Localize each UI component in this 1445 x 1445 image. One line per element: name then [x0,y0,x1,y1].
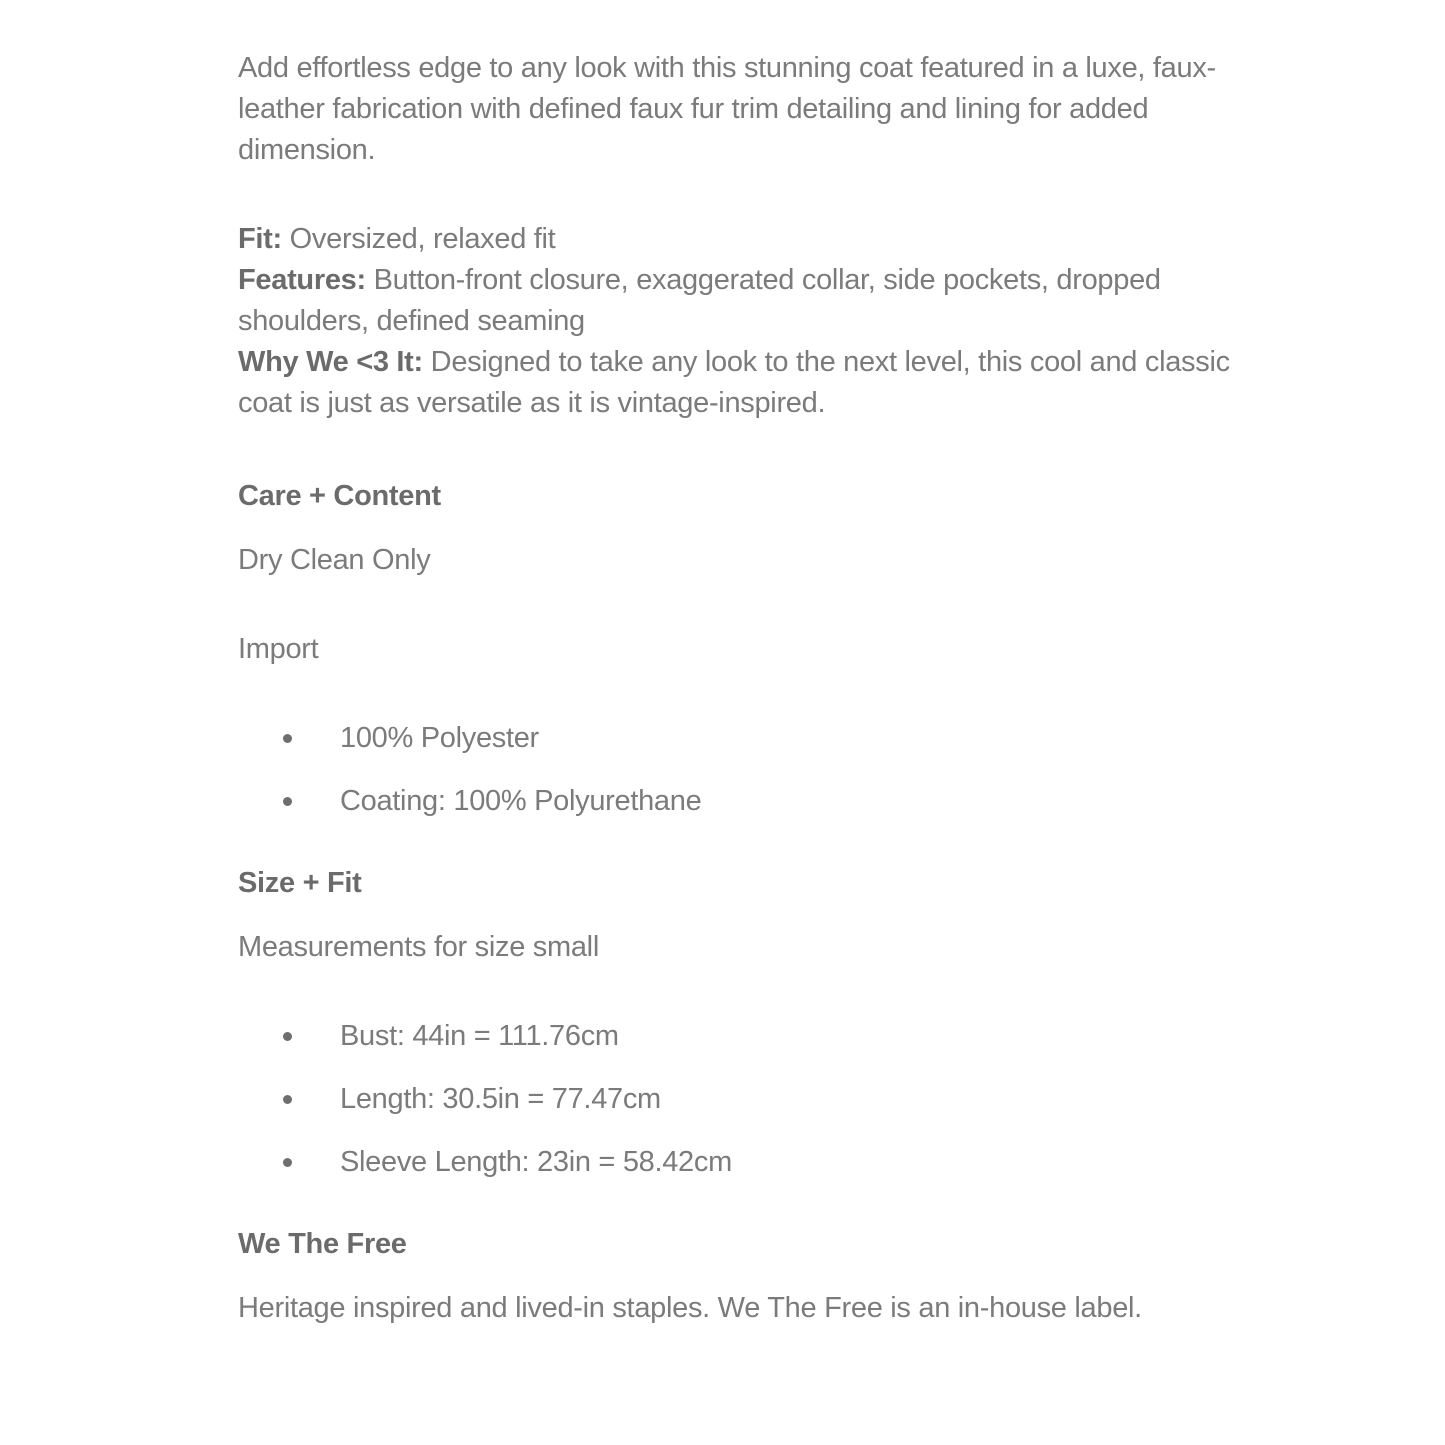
list-item-measurement [238,1142,1260,1183]
measurements-list [238,1016,1260,1183]
detail-features-text: Button-front closure, exaggerated collar, side pockets, dropped shoulders, defined seaming [238,264,1161,337]
measurement-text: Length: 30.5in = 77.47cm [340,1083,661,1115]
detail-fit-text: Oversized, relaxed fit [289,223,556,255]
bullet-icon [283,1158,292,1167]
detail-why-we-love-it-label: Why We <3 It: [238,346,423,378]
detail-fit-label: Fit: [238,223,282,255]
detail-why-we-love-it [238,342,1260,424]
brand-description: Heritage inspired and lived-in staples. We The Free is an in-house label. [238,1292,1142,1324]
bullet-icon [283,797,292,806]
detail-why-we-love-it-text: Designed to take any look to the next level, this cool and classic coat is just as versatile as it is vintage-inspired. [238,346,1230,419]
detail-features [238,260,1260,342]
bullet-icon [283,734,292,743]
care-content-heading: Care + Content [238,480,441,512]
measurement-text: Sleeve Length: 23in = 58.42cm [340,1146,732,1178]
material-text: 100% Polyester [340,722,539,754]
origin-text: Import [238,633,319,665]
brand-heading: We The Free [238,1228,407,1260]
list-item-measurement [238,1079,1260,1120]
product-details [238,219,1260,424]
bullet-icon [283,1095,292,1104]
detail-features-label: Features: [238,264,366,296]
list-item-material [238,718,1260,759]
care-instructions: Dry Clean Only [238,544,431,576]
measurement-text: Bust: 44in = 111.76cm [340,1020,619,1052]
list-item-material [238,781,1260,822]
material-text: Coating: 100% Polyurethane [340,785,702,817]
product-description: Add effortless edge to any look with this stunning coat featured in a luxe, faux-leather fabrication with defined faux fur trim detailing and lining for added dimension. [238,52,1216,166]
size-fit-heading: Size + Fit [238,867,362,899]
materials-list [238,718,1260,822]
bullet-icon [283,1032,292,1041]
detail-fit [238,219,1260,260]
size-fit-intro: Measurements for size small [238,931,599,963]
list-item-measurement [238,1016,1260,1057]
